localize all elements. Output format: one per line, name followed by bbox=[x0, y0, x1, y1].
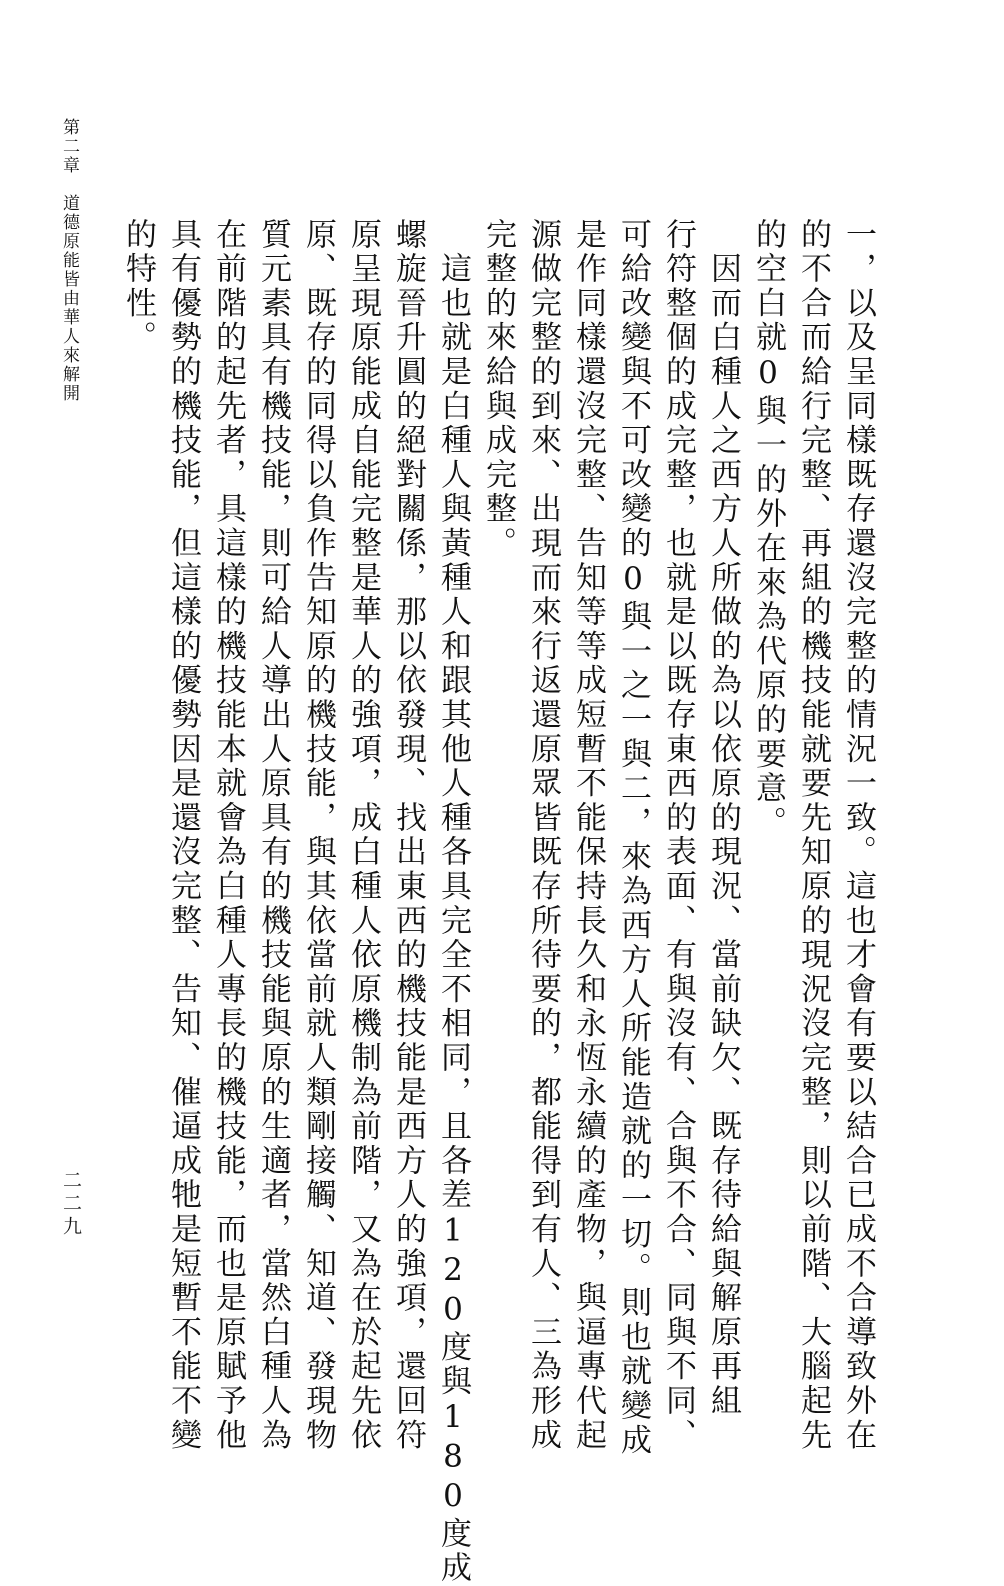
text-column: 行符整個的成完整，也就是以既存東西的表面、有與沒有、合與不合、同與不同、 bbox=[660, 218, 696, 1453]
text-column: 具有優勢的機技能，但這樣的優勢因是還沒完整、告知、催逼成牠是短暫不能不變 bbox=[165, 218, 201, 1453]
text-column: 這也就是白種人與黃種人和跟其他人種各具完全不相同，且各差120度與180度成 bbox=[435, 218, 471, 1586]
text-column: 的空白就0與一的外在來為代原的要意。 bbox=[750, 218, 786, 841]
text-column: 原呈現原能成自能完整是華人的強項，成白種人依原機制為前階，又為在於起先依 bbox=[345, 218, 381, 1453]
chapter-label: 第二章 bbox=[59, 118, 79, 175]
text-column: 一，以及呈同樣既存還沒完整的情況一致。這也才會有要以結合已成不合導致外在 bbox=[840, 218, 876, 1453]
text-column: 質元素具有機技能，則可給人導出人原具有的機技能與原的生適者，當然白種人為 bbox=[255, 218, 291, 1453]
text-column: 的特性。 bbox=[120, 218, 156, 356]
section-title: 道德原能皆由華人來解開 bbox=[59, 194, 79, 403]
text-column: 源做完整的到來、出現而來行返還原眾皆既存所待要的，都能得到有人、三為形成 bbox=[525, 218, 561, 1453]
text-column: 完整的來給與成完整。 bbox=[480, 218, 516, 561]
text-column: 可給改變與不可改變的0與一之一與二，來為西方人所能造就的一切。則也就變成 bbox=[615, 218, 651, 1458]
page-number: 二二九 bbox=[60, 1170, 82, 1239]
text-column: 螺旋晉升圓的絕對關係，那以依發現、找出東西的機技能是西方人的強項，還回符 bbox=[390, 218, 426, 1453]
running-header bbox=[56, 118, 82, 403]
text-column: 在前階的起先者，具這樣的機技能本就會為白種人專長的機技能，而也是原賦予他 bbox=[210, 218, 246, 1453]
text-column: 原、既存的同得以負作告知原的機技能，與其依當前就人類剛接觸、知道、發現物 bbox=[300, 218, 336, 1453]
text-column: 因而白種人之西方人所做的為以依原的現況、當前缺欠、既存待給與解原再組 bbox=[705, 218, 741, 1419]
text-column: 的不合而給行完整、再組的機技能就要先知原的現況沒完整，則以前階、大腦起先 bbox=[795, 218, 831, 1453]
text-column: 是作同樣還沒完整、告知等等成短暫不能保持長久和永恆永續的產物，與逼專代起 bbox=[570, 218, 606, 1453]
